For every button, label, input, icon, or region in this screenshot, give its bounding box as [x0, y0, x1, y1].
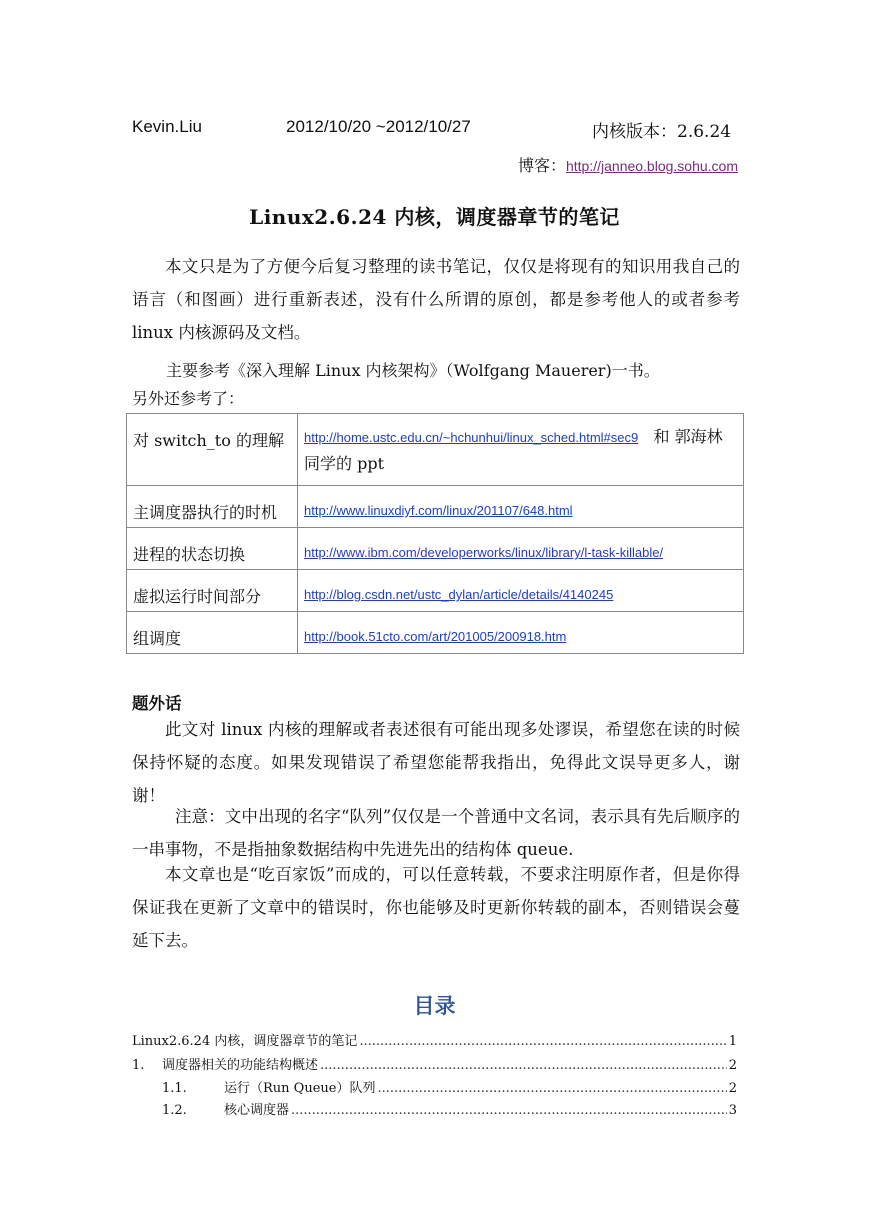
ref-link[interactable]: http://home.ustc.edu.cn/~hchunhui/linux_sched.html#sec9 [304, 430, 639, 445]
toc-leader [377, 1081, 726, 1096]
toc-entry[interactable] [162, 1077, 737, 1096]
toc-entry-page: 1 [728, 1034, 737, 1049]
toc-entry[interactable] [162, 1099, 737, 1118]
ref-link[interactable]: http://book.51cto.com/art/201005/200918.htm [304, 629, 567, 644]
intro-paragraph: 本文只是为了方便今后复习整理的读书笔记，仅仅是将现有的知识用我自己的语言（和图画）进行重新表述，没有什么所谓的原创，都是参考他人的或者参考 linux 内核源码及文档。 [132, 257, 740, 342]
ref-cell [298, 414, 744, 486]
table-row [127, 612, 744, 654]
aside-heading: 题外话 [132, 694, 182, 713]
table-row [127, 570, 744, 612]
aside-paragraph-3: 本文章也是“吃百家饭”而成的，可以任意转载，不要求注明原作者，但是你得保证我在更新了文章中的错误时，你也能够及时更新你转载的副本，否则错误会蔓延下去。 [132, 865, 740, 950]
ref-topic: 进程的状态切换 [127, 528, 298, 570]
toc-entry-text: 运行（Run Queue）队列 [224, 1081, 376, 1096]
reference-table [126, 413, 744, 654]
main-reference: 主要参考《深入理解 Linux 内核架构》（Wolfgang Mauerer)一书。 [166, 361, 660, 380]
toc-entry-text: 核心调度器 [224, 1103, 290, 1118]
table-row [127, 414, 744, 486]
ref-cell [298, 528, 744, 570]
date-range: 2012/10/20 ~2012/10/27 [286, 117, 471, 136]
table-row [127, 486, 744, 528]
also-reference: 另外还参考了： [132, 389, 245, 408]
aside-paragraph-2: 注意：文中出现的名字“队列”仅仅是一个普通中文名词，表示具有先后顺序的一串事物，不是指抽象数据结构中先进先出的结构体 queue. [132, 807, 740, 859]
ref-topic: 对 switch_to 的理解 [127, 414, 298, 486]
toc-entry[interactable] [132, 1030, 737, 1049]
ref-topic: 虚拟运行时间部分 [127, 570, 298, 612]
ref-link[interactable]: http://www.ibm.com/developerworks/linux/library/l-task-killable/ [304, 545, 664, 560]
toc-entry[interactable] [132, 1054, 737, 1073]
aside-paragraph-1: 此文对 linux 内核的理解或者表述很有可能出现多处谬误，希望您在读的时候保持怀疑的态度。如果发现错误了希望您能帮我指出，免得此文误导更多人，谢谢！ [132, 720, 740, 805]
ref-topic: 主调度器执行的时机 [127, 486, 298, 528]
toc-entry-text: Linux2.6.24 内核，调度器章节的笔记 [132, 1034, 358, 1049]
table-row [127, 528, 744, 570]
ref-cell [298, 612, 744, 654]
ref-cell [298, 570, 744, 612]
toc-entry-num: 1.1. [162, 1081, 187, 1096]
toc-entry-text: 调度器相关的功能结构概述 [162, 1058, 319, 1073]
ref-note: 和 郭海林 同学的 ppt [304, 427, 723, 473]
ref-topic: 组调度 [127, 612, 298, 654]
blog-label: 博客： [517, 156, 566, 175]
ref-link[interactable]: http://www.linuxdiyf.com/linux/201107/648.html [304, 503, 573, 518]
kernel-version: 内核版本：2.6.24 [592, 122, 732, 142]
blog-link[interactable]: http://janneo.blog.sohu.com [565, 158, 738, 174]
blog-line [518, 153, 738, 176]
toc-leader [359, 1034, 726, 1049]
ref-link[interactable]: http://blog.csdn.net/ustc_dylan/article/details/4140245 [304, 587, 614, 602]
toc-entry-page: 2 [728, 1081, 737, 1096]
author-name: Kevin.Liu [132, 117, 202, 136]
toc-entry-num: 1. [132, 1058, 145, 1073]
toc-leader [320, 1058, 727, 1073]
toc-entry-num: 1.2. [162, 1103, 187, 1118]
document-title: Linux2.6.24 内核，调度器章节的笔记 [249, 205, 620, 229]
toc-title: 目录 [413, 993, 456, 1018]
toc-leader [291, 1103, 727, 1118]
toc-entry-page: 3 [728, 1103, 737, 1118]
ref-cell [298, 486, 744, 528]
toc-entry-page: 2 [728, 1058, 737, 1073]
